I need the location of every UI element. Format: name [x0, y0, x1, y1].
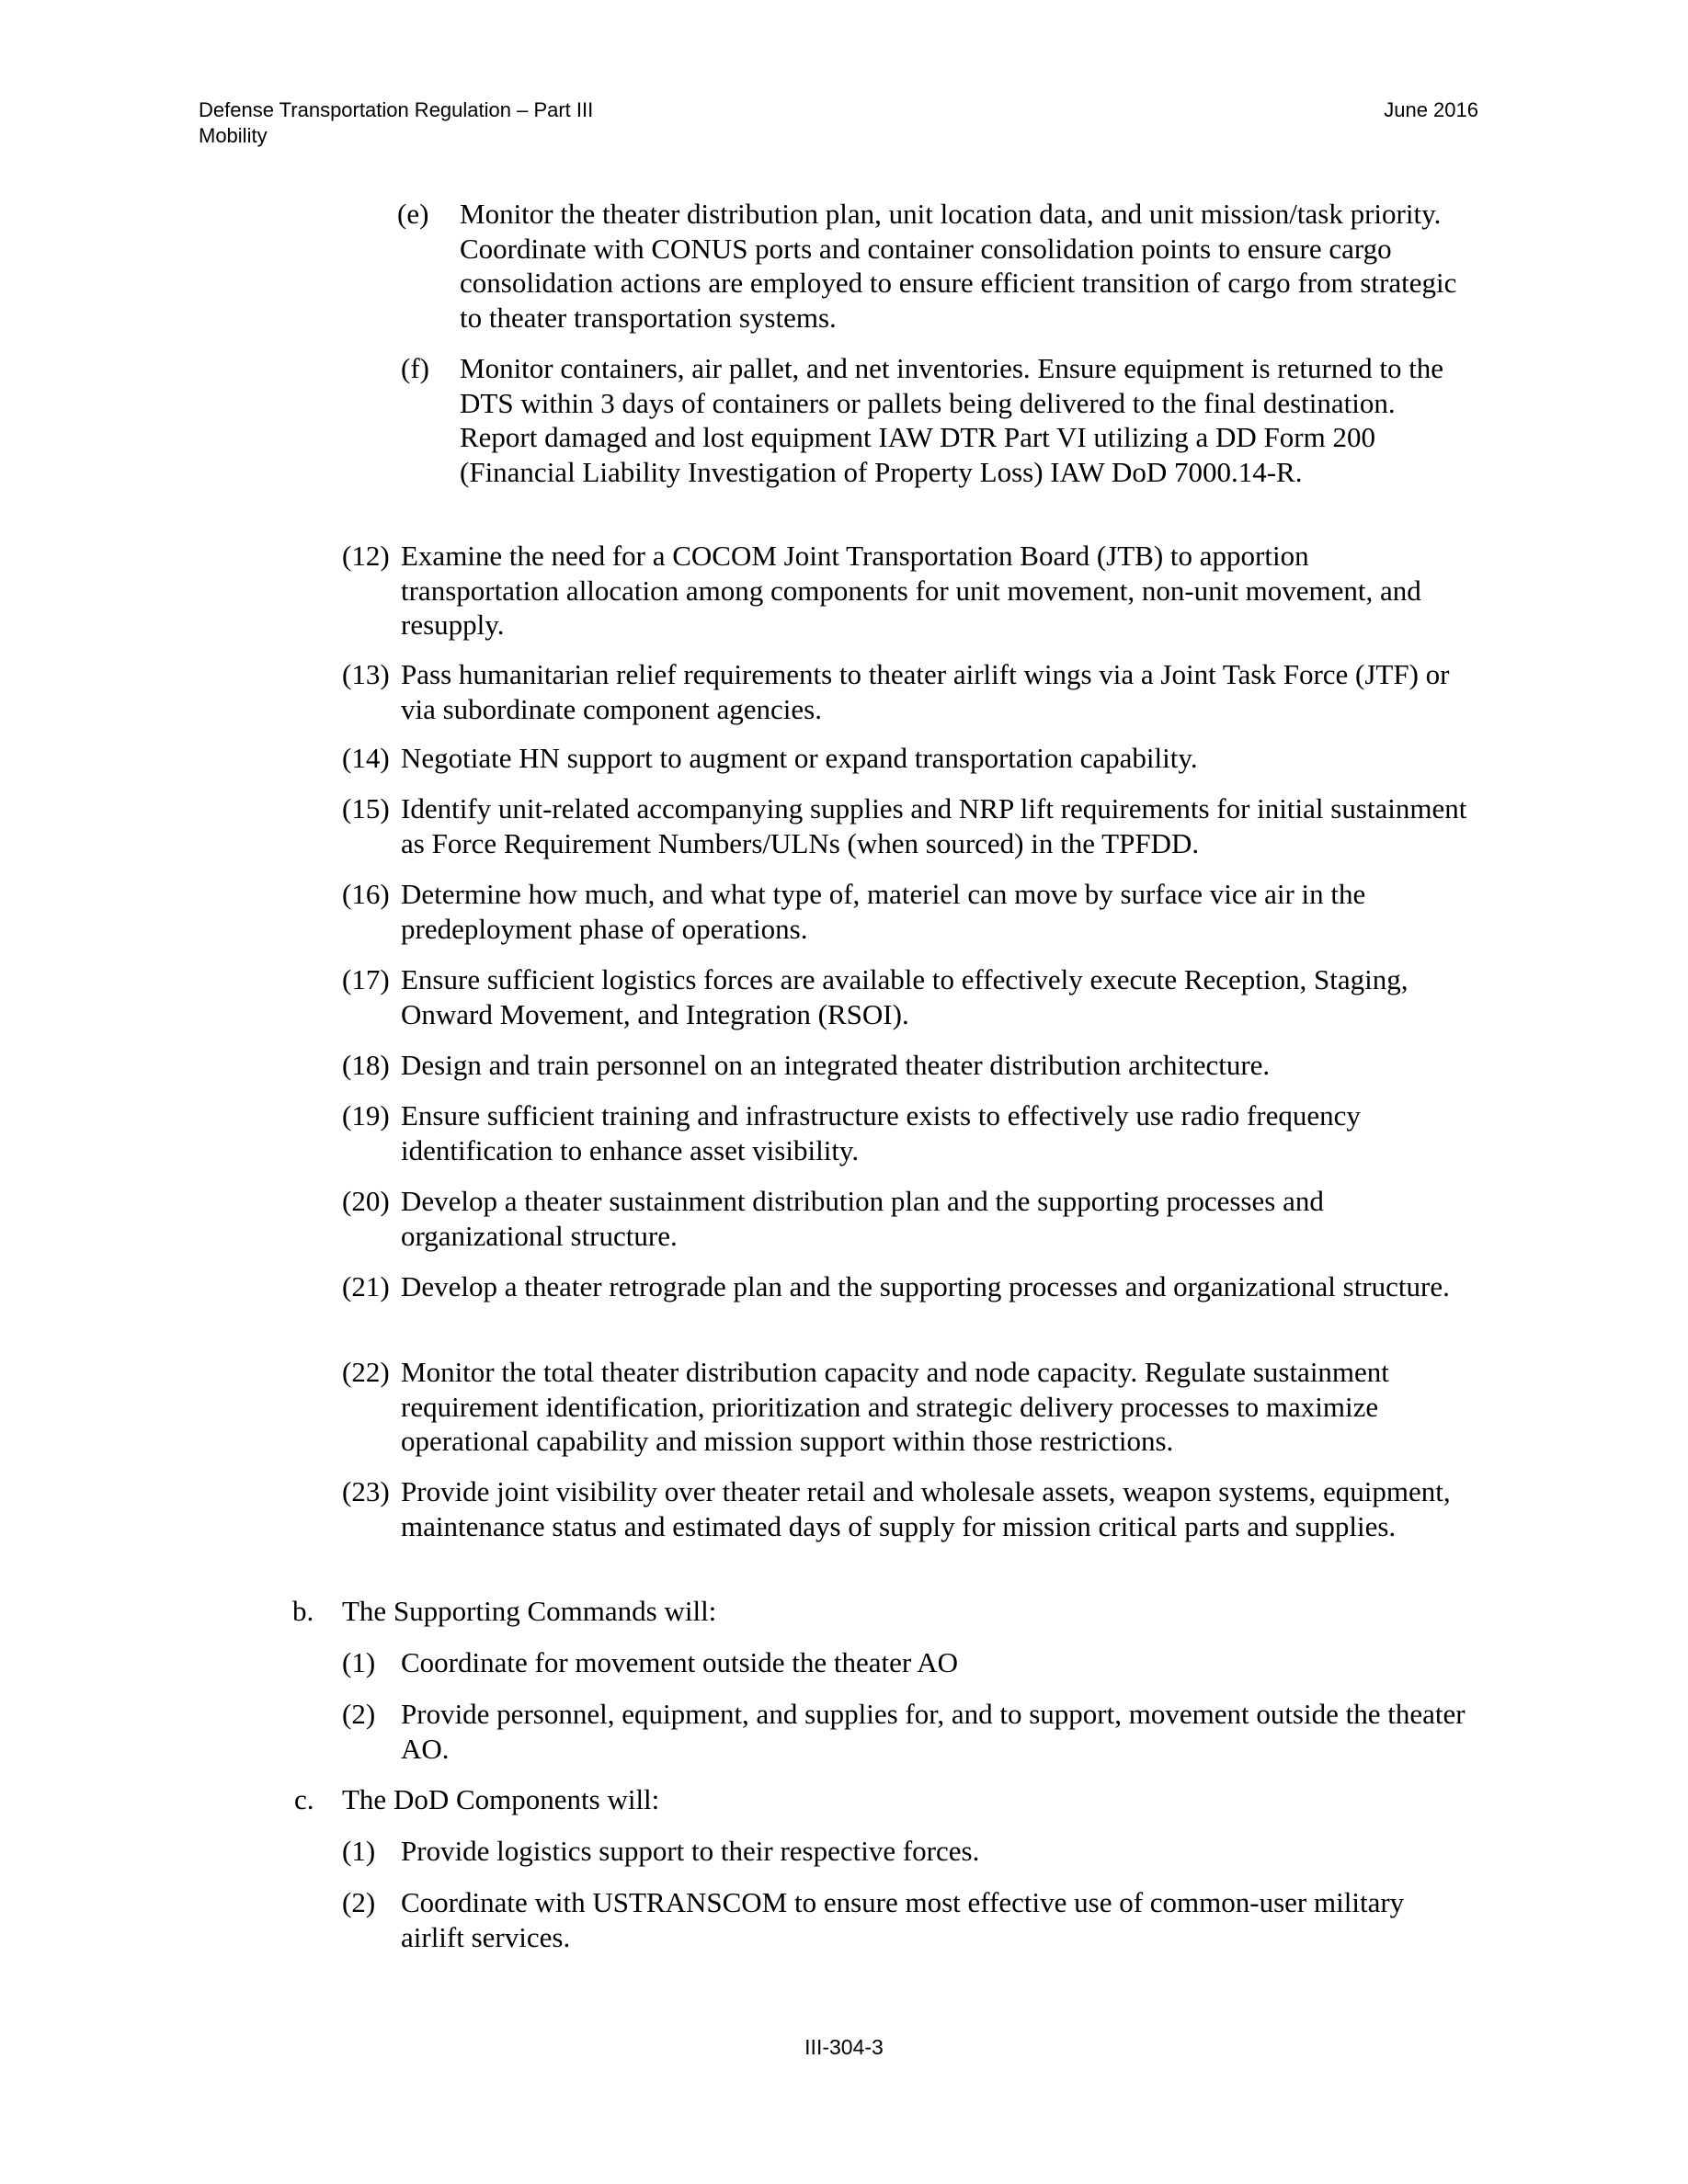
- item-label: (23): [342, 1475, 390, 1507]
- item-label: (22): [342, 1356, 390, 1388]
- item-text: Identify unit-related accompanying supplies and NRP lift requirements for initial sustainment as Force Requirement Numbers/ULNs (when sourced) in the TPFDD.: [401, 792, 1467, 859]
- item-label: (20): [342, 1185, 390, 1217]
- item-text: The Supporting Commands will:: [342, 1595, 717, 1627]
- item-label: (e): [397, 198, 429, 230]
- item-label: (14): [342, 742, 390, 774]
- item-label: (17): [342, 963, 390, 995]
- item-text: Monitor containers, air pallet, and net inventories. Ensure equipment is returned to the DTS within 3 days of containers or pallets being delivered to the final destination. Report damaged and lost equipment IAW DTR Part VI utilizing a DD Form 200 (Financial Liability Investigation of Property Loss) IAW DoD 7000.14-R.: [460, 352, 1444, 488]
- item-label: (19): [342, 1099, 390, 1132]
- item-text: Coordinate with USTRANSCOM to ensure most effective use of common-user military airlift services.: [401, 1886, 1405, 1953]
- running-header: [199, 97, 593, 149]
- item-label: b.: [292, 1595, 314, 1627]
- item-text: Design and train personnel on an integrated theater distribution architecture.: [401, 1049, 1271, 1081]
- item-label: (18): [342, 1049, 390, 1081]
- item-text: The DoD Components will:: [342, 1783, 660, 1815]
- item-label: (15): [342, 792, 390, 825]
- item-label: (21): [342, 1270, 390, 1302]
- item-text: Monitor the theater distribution plan, unit location data, and unit mission/task priority. Coordinate with CONUS ports and container consolidation points to ensure cargo consolidation actions are employed to ensure efficient transition of cargo from strategic to theater transportation systems.: [460, 198, 1457, 334]
- header-title: Defense Transportation Regulation – Part III: [199, 98, 594, 121]
- item-text: Ensure sufficient logistics forces are available to effectively execute Reception, Staging, Onward Movement, and Integration (RSOI).: [401, 963, 1409, 1030]
- item-label: (2): [342, 1698, 376, 1730]
- item-label: (1): [342, 1835, 376, 1867]
- item-label: (1): [342, 1646, 376, 1678]
- item-text: Ensure sufficient training and infrastructure exists to effectively use radio frequency identification to enhance asset visibility.: [401, 1099, 1361, 1166]
- item-text: Pass humanitarian relief requirements to theater airlift wings via a Joint Task Force (JTF) or via subordinate component agencies.: [401, 658, 1450, 725]
- item-text: Negotiate HN support to augment or expand transportation capability.: [401, 742, 1198, 774]
- item-text: Develop a theater retrograde plan and the supporting processes and organizational structure.: [401, 1270, 1450, 1302]
- item-text: Monitor the total theater distribution capacity and node capacity. Regulate sustainment requirement identification, prioritization and strategic delivery processes to maximize operational capability and mission support within those restrictions.: [401, 1356, 1389, 1457]
- header-subtitle: Mobility: [199, 124, 268, 147]
- item-label: c.: [294, 1783, 314, 1815]
- item-text: Coordinate for movement outside the theater AO: [401, 1646, 959, 1678]
- item-text: Examine the need for a COCOM Joint Transportation Board (JTB) to apportion transportation allocation among components for unit movement, non-unit movement, and resupply.: [401, 540, 1421, 641]
- item-text: Determine how much, and what type of, materiel can move by surface vice air in the predeployment phase of operations.: [401, 878, 1366, 945]
- item-label: (16): [342, 878, 390, 910]
- item-label: (2): [342, 1886, 376, 1918]
- item-text: Develop a theater sustainment distribution plan and the supporting processes and organizational structure.: [401, 1185, 1324, 1252]
- header-date: June 2016: [1384, 98, 1478, 121]
- item-label: (13): [342, 658, 390, 690]
- page-number: III-304-3: [804, 2035, 884, 2059]
- item-text: Provide personnel, equipment, and supplies for, and to support, movement outside the theater AO.: [401, 1698, 1466, 1765]
- item-text: Provide joint visibility over theater retail and wholesale assets, weapon systems, equipment, maintenance status and estimated days of supply for mission critical parts and supplies.: [401, 1475, 1451, 1542]
- item-label: (f): [401, 352, 429, 384]
- item-label: (12): [342, 540, 390, 572]
- item-text: Provide logistics support to their respective forces.: [401, 1835, 980, 1867]
